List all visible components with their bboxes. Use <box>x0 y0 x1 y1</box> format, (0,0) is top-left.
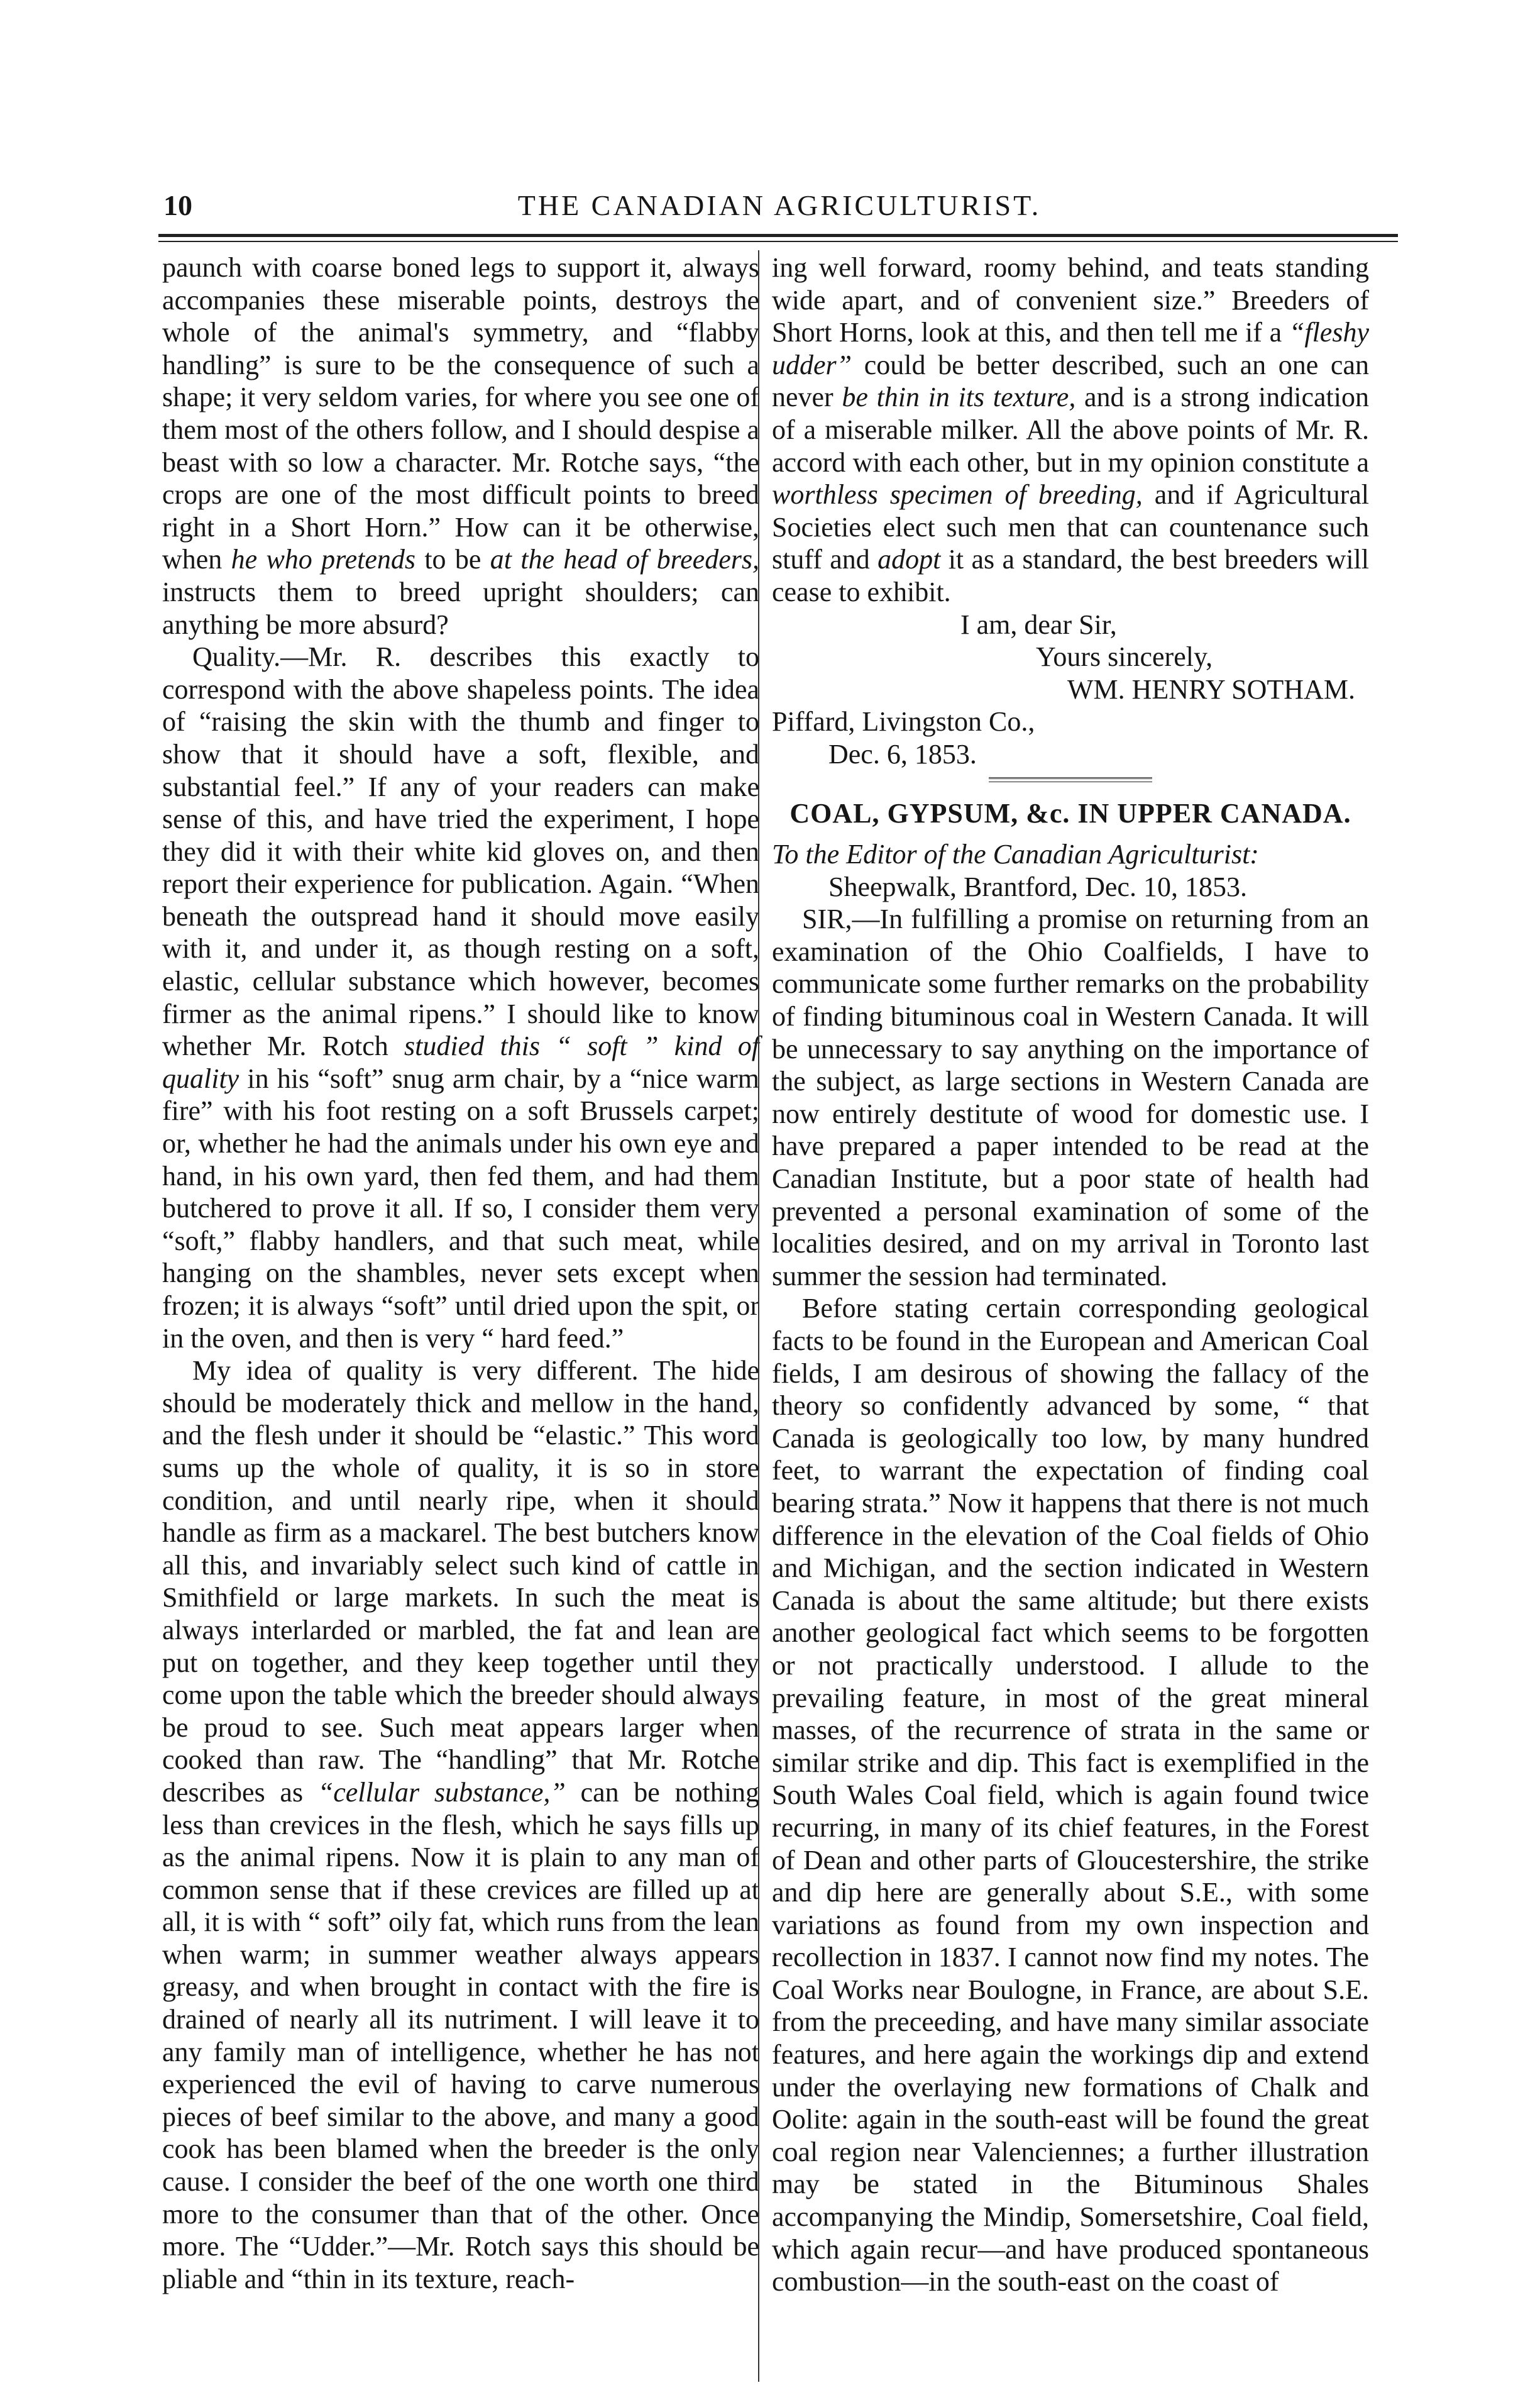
left-paragraph-1 <box>162 252 759 641</box>
right-paragraph-sir <box>772 903 1369 1292</box>
italic-run: adopt <box>877 544 941 575</box>
right-paragraph-before-stating <box>772 1292 1369 2298</box>
italic-run: worthless specimen of breeding, <box>772 479 1143 511</box>
text-run: ing well forward, roomy behind, and teats standing wide apart, and of convenient size.” Breeders of Short Horns, look at this, and then tell me if a <box>772 252 1369 348</box>
text-run: instructs them to breed upright shoulders; can anything be more absurd? <box>162 576 759 640</box>
left-paragraph-my-idea <box>162 1354 759 2295</box>
letter-signoff <box>772 609 1369 771</box>
text-run: could be better described, such an one can never <box>772 349 1369 413</box>
page-header <box>163 189 1395 233</box>
text-run: and if Agricultural Societies elect such men that can countenance such stuff and <box>772 479 1370 575</box>
italic-run: at the head of breeders, <box>490 544 759 575</box>
date-line: Dec. 6, 1853. <box>828 738 977 770</box>
text-run: SIR,—In fulfilling a promise on returning from an examination of the Ohio Coalfields, I have to communicate some further remarks on the probability of finding bituminous coal in Western Canada. It will be unnecessary to say anything on the importance of the subject, as large sections in Western Canada are now entirely destitute of wood for domestic use. I have prepared a paper intended to be read at the Canadian Institute, but a poor state of health had prevented a personal examination of some of the localities desired, and on my arrival in Toronto last summer the session had terminated. <box>772 904 1369 1291</box>
section-rule <box>989 777 1152 782</box>
text-run: in his “soft” snug arm chair, by a “nice warm fire” with his foot resting on a soft Brussels carpet; or, whether he had the animals under his own eye and hand, in his own yard, then fed them, and had them butchered to prove it all. If so, I consider them very “soft,” flabby handlers, and that such meat, while hanging on the shambles, never sets except when frozen; it is always “soft” until dried upon the spit, or in the oven, and then is very “ hard feed.” <box>162 1063 759 1354</box>
italic-run: “fleshy udder” <box>772 317 1369 380</box>
text-run: and is a strong indication of a miserable milker. All the above points of Mr. R. accord with each other, but in my opinion constitute a <box>772 382 1369 478</box>
right-column <box>772 252 1369 2298</box>
text-run: Quality.—Mr. R. describes this exactly to correspond with the above shapeless points. The idea of “raising the skin with the thumb and finger to show that it should have a soft, flexible, and substantial feel.” If any of your readers can make sense of this, and have tried the experiment, I hope they did it with their white kid gloves on, and then report their experience for publication. Again. “When beneath the outspread hand it should move easily with it, and under it, as though resting on a soft, elastic, cellular substance which however, becomes firmer as the animal ripens.” I should like to know whether Mr. Rotch <box>162 641 759 1062</box>
text-run: it as a standard, the best breeders will cease to exhibit. <box>772 544 1369 607</box>
header-rule <box>158 234 1398 237</box>
italic-run: “cellular substance,” <box>317 1776 566 1808</box>
right-paragraph-1 <box>772 252 1369 609</box>
header-rule-thin <box>158 241 1398 242</box>
italic-run: be thin in its texture, <box>842 382 1076 413</box>
page-number: 10 <box>163 189 192 221</box>
signature: WM. HENRY SOTHAM. <box>1067 673 1355 705</box>
text-run: Before stating certain corresponding geological facts to be found in the European and American Coal fields, I am desirous of showing the fallacy of the theory so confidently advanced by some, “ that Canada is geologically too low, by many hundred feet, to warrant the expectation of finding coal bearing strata.” Now it happens that there is not much difference in the elevation of the Coal fields of Ohio and Michigan, and the section indicated in Western Canada is about the same altitude; but there exists another geological fact which seems to be forgotten or not practically understood. I allude to the prevailing feature, in most of the great mineral masses, of the recurrence of strata in the same or similar strike and dip. This fact is exemplified in the South Wales Coal field, which is again found twice recurring, in many of its chief features, in the Forest of Dean and other parts of Gloucestershire, the strike and dip here are generally about S.E., with some variations as found from my own inspection and recollection in 1837. I cannot now find my notes. The Coal Works near Boulogne, in France, are about S.E. from the preceeding, and have many similar associate features, and here again the workings dip and extend under the overlaying new formations of Chalk and Oolite: again in the south-east will be found the great coal region near Valenciennes; a further illustration may be stated in the Bituminous Shales accompanying the Mindip, Somersetshire, Coal field, which again recur—and have produced spontaneous combustion—in the south-east on the coast of <box>772 1293 1369 2298</box>
text-run: My idea of quality is very different. The hide should be moderately thick and mellow in the hand, and the flesh under it should be “elastic.” This word sums up the whole of quality, it is so in store condition, and until nearly ripe, when it should handle as firm as a mackarel. The best butchers know all this, and invariably select such kind of cattle in Smithfield or large markets. In such the meat is always interlarded or marbled, the fat and lean are put on together, and they keep together until they come upon the table which the breeder should always be proud to see. Such meat appears larger when cooked than raw. The “handling” that Mr. Rotche describes as <box>162 1355 759 1808</box>
left-paragraph-quality <box>162 641 759 1354</box>
text-run: paunch with coarse boned legs to support it, always accompanies these miserable points, destroys the whole of the animal's symmetry, and “flabby handling” is sure to be the consequence of such a shape; it very seldom varies, for where you see one of them most of the others follow, and I should despise a beast with so low a character. Mr. Rotche says, “the crops are one of the most difficult points to breed right in a Short Horn.” How can it be otherwise, when <box>162 252 759 575</box>
dateline: Sheepwalk, Brantford, Dec. 10, 1853. <box>828 871 1247 902</box>
running-title: THE CANADIAN AGRICULTURIST. <box>517 189 1042 221</box>
text-run: to be <box>415 544 490 575</box>
italic-run: he who pretends <box>231 544 416 575</box>
left-column <box>162 252 759 2295</box>
closing-line: I am, dear Sir, <box>960 609 1117 640</box>
italic-run: studied this “ soft ” kind of quality <box>162 1031 759 1094</box>
closing-line-2: Yours sincerely, <box>1036 641 1213 673</box>
to-editor-line: To the Editor of the Canadian Agriculturist: <box>772 839 1259 870</box>
column-divider <box>758 250 759 2382</box>
text-run: can be nothing less than crevices in the flesh, which he says fills up as the animal ripens. Now it is plain to any man of common sense that if these crevices are filled up at all, it is with “ soft” oily fat, which runs from the lean when warm; in summer weather always appears greasy, and when brought in contact with the fire is drained of nearly all its nutriment. I will leave it to any family man of intelligence, whether he has not experienced the evil of having to carve numerous pieces of beef similar to the above, and many a good cook has been blamed when the breeder is the only cause. I consider the beef of the one worth one third more to the consumer than that of the other. Once more. The “Udder.”—Mr. Rotch says this should be pliable and “thin in its texture, reach- <box>162 1776 759 2294</box>
place-line: Piffard, Livingston Co., <box>772 706 1035 738</box>
article-heading: COAL, GYPSUM, &c. IN UPPER CANADA. <box>789 797 1351 829</box>
